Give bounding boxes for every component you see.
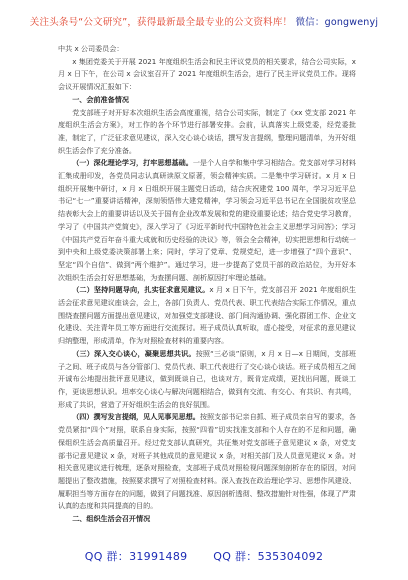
item-1-text: 一是个人自学和集中学习相结合。党支部对学习材料汇集成册印发，各党员同志认真研读原文原著，领会精神实质。二是集中学习研讨。x 月 x 日组织开展集中研讨，x 月 x 日组织开展主题党日活动，结合庆祝建党 100 周年，学习习近平总书记“七一”重要讲话精神，深刻领悟伟大建党精神，学习领会习近平总书记在全国脱贫攻坚总结表彰大会上的重要讲话以及关于国有企业改革发展和党的建设重要论述；结合党史学习教育，学习了《中国共产党简史》，深入学习了《习近平新时代中国特色社会主义思想学习问答》；学习《中国共产党百年奋斗重大成就和历史经验的决议》等，领会全会精神，切实把思想和行动统一到中央和上级党委决策部署上来；同时，学习了党章、党规党纪，进一步增强了“四个意识”、坚定“四个自信”、做到“两个维护”。通过学习，进一步提高了党员干部的政治站位，为开好本次组织生活会打好思想基础，为查摆问题、剖析原因打牢理论基础。 <box>58 158 357 282</box>
salutation: 中共 x 公司委员会： <box>58 44 124 53</box>
item-3 <box>58 348 356 412</box>
item-3-title: （三）深入交心谈心，凝聚思想共识。 <box>72 348 196 358</box>
section-heading-1: 一、会前准备情况 <box>72 94 129 104</box>
intro-paragraph: x 集团党委关于开展 2021 年度组织生活会和民主评议党员的相关要求，结合公司实际，x 月 x 日下午，在公司 x 会议室召开了 2021 年度组织生活会，进行了民主评议党员工作。现将会议开展情况汇报如下： <box>58 56 356 92</box>
banner-wechat: 微信：gongwenyj <box>295 17 379 28</box>
item-4-title: （四）撰写发言提纲，见人见事见思想。 <box>72 412 200 422</box>
footer-contacts <box>0 548 408 564</box>
item-3-text: 按照“三必谈”原则，x 月 x 日—x 日期间，支部班子之间、班子成员与各分管部门、党员代表、职工代表进行了交心谈心谈话。班子成员相互之间开诚布公地提出批评意见建议，做到既谈自己，也谈对方，既肯定成绩，更找出问题，既谈工作，更谈思想认识。坦率交心谈心与解决问题相结合，做到有交流、有交心、有共识、有共鸣，形成了共识，营造了开好组织生活会的良好氛围。 <box>58 348 356 409</box>
banner-slogan: 关注头条号“公文研究”，获得最新最全最专业的公文资料库！ <box>29 17 293 28</box>
item-2-text: x 月 x 日下午，党支部召开 2021 年度组织生活会征求意见建议座谈会，会上，各部门负责人、党员代表、职工代表结合实际工作情况，重点围绕查摆问题方面提出意见建议，对加强党支部建设、部门间沟通协调、强化群团工作、企业文化建设、关注青年员工等方面进行交流探讨。班子成员认真听取，虚心接受，对征求的意见建议归纳整理，形成清单，作为对照检查材料的重要内容。 <box>58 285 356 346</box>
item-1 <box>58 157 356 284</box>
item-2-title: （二）坚持问题导向，扎实征求意见建议。 <box>72 285 210 295</box>
item-1-title: （一）深化理论学习，打牢思想基础。 <box>72 158 193 168</box>
item-2 <box>58 284 356 348</box>
item-4 <box>58 411 356 513</box>
section1-paragraph: 党支部班子对开好本次组织生活会高度重视，结合公司实际，制定了《xx 党支部 2021 年度组织生活会方案》，对工作的各个环节进行部署安排。会前，认真落实上级党委，经党委批准，制定了，广泛征求意见建议，深入交心谈心谈话，撰写发言提纲，整理问题清单，为开好组织生活会作了充分准备。 <box>58 107 356 155</box>
item-4-text: 按照支部书记亲自抓、班子成员亲自写的要求，各党员紧扣“四个”对照，联系自身实际，按照“四看”切实找准支部和个人存在的不足和问题，确保组织生活会高质量召开。经过党支部认真研究，共征集对党支部班子意见建议 x 条，对党支部书记意见建议 x 条，对班子其他成员的意见建议 x 条，对相关部门及人员意见建议 x 条。对相关意见建议进行梳理，逐条对照检查，支部班子成员对照检视问题深刻剖析存在的原因，对问题提出了整改措施，按照要求撰写了对照检查材料。深入查找在政治理论学习、思想作风建设、履职担当等方面存在的问题，做到了问题找准、原因剖析透彻、整改措施针对性强，体现了严肃认真的态度和共同提高的目的。 <box>58 412 357 511</box>
document-body <box>58 43 356 526</box>
footer-qq-group-1: QQ 群：31991489 <box>84 550 188 563</box>
banner-text <box>30 14 378 28</box>
top-banner <box>0 0 408 42</box>
section-heading-2: 二、组织生活会召开情况 <box>72 514 151 524</box>
footer-qq-group-2: QQ 群：535304092 <box>213 550 324 563</box>
